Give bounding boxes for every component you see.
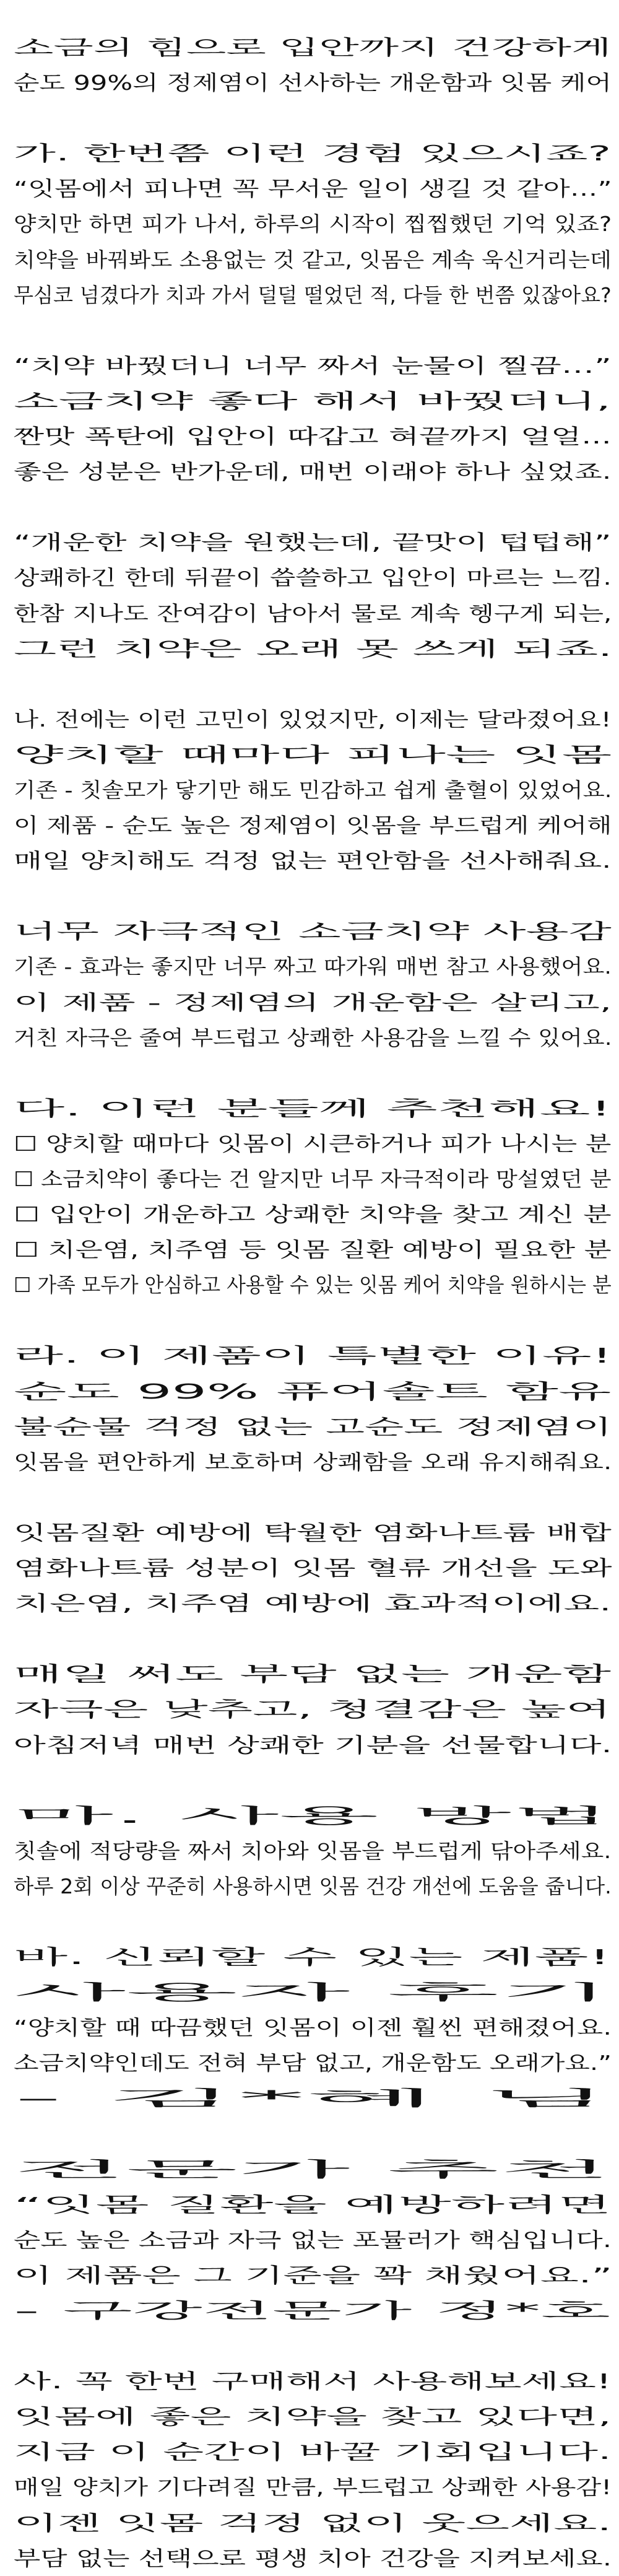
paragraph [14, 1338, 619, 1479]
text-line: 지금 이 순간이 바꿀 기회입니다. [14, 2440, 612, 2465]
text-line: ☐ 입안이 개운하고 상쾌한 치약을 찾고 계신 분 [14, 1202, 612, 1227]
text-line: 가. 한번쯤 이런 경험 있으시죠? [14, 141, 611, 166]
text-line: 소금치약인데도 전혀 부담 없고, 개운함도 오래가요.” [14, 2051, 612, 2076]
text-line: 칫솔에 적당량을 짜서 치아와 잇몸을 부드럽게 닦아주세요. [14, 1838, 612, 1863]
text-line: 짠맛 폭탄에 입안이 따갑고 혀끝까지 얼얼... [14, 424, 612, 449]
text-line: 그런 치약은 오래 못 쓰게 되죠. [14, 636, 613, 661]
paragraph [14, 2152, 619, 2328]
text-line: “치약 바꿨더니 너무 짜서 눈물이 찔끔…” [14, 353, 612, 378]
text-line: 자극은 낮추고, 청결감은 높여 [14, 1697, 611, 1722]
text-line: “잇몸 질환을 예방하려면 [14, 2192, 612, 2217]
text-line: “개운한 치약을 원했는데, 끝맛이 텁텁해” [14, 530, 612, 555]
text-line: 치약을 바꿔봐도 소용없는 것 같고, 잇몸은 계속 욱신거리는데 [14, 247, 612, 272]
text-line: ☐ 치은염, 치주염 등 잇몸 질환 예방이 필요한 분 [14, 1238, 612, 1262]
text-line: 다. 이런 분들께 추천해요! [14, 1096, 612, 1120]
text-line: 사. 꼭 한번 구매해서 사용해보세요! [14, 2369, 612, 2394]
text-line: 나. 전에는 이런 고민이 있었지만, 이제는 달라졌어요! [14, 707, 612, 731]
text-line: 잇몸을 편안하게 보호하며 상쾌함을 오래 유지해줘요. [14, 1449, 612, 1474]
paragraph [14, 348, 619, 489]
text-line: 전문가 추천 [14, 2157, 612, 2181]
text-line: 부담 없는 선택으로 평생 치아 건강을 지켜보세요. [14, 2546, 612, 2570]
text-line: 이 제품 - 정제염의 개운함은 살리고, [14, 990, 612, 1015]
text-line: “양치할 때 따끔했던 잇몸이 이젠 훨씬 편해졌어요. [14, 2015, 612, 2040]
text-line: 매일 양치해도 걱정 없는 편안함을 선사해줘요. [14, 849, 612, 873]
paragraph [14, 1515, 619, 1621]
text-line: 양치만 하면 피가 나서, 하루의 시작이 찝찝했던 기억 있죠? [14, 212, 612, 237]
text-line: ☐ 소금치약이 좋다는 건 알지만 너무 자극적이라 망설였던 분 [14, 1167, 612, 1191]
text-line: 잇몸에 좋은 치약을 찾고 있다면, [14, 2404, 612, 2429]
paragraph [14, 1798, 619, 1904]
paragraph [14, 1939, 619, 2116]
text-line: 상쾌하긴 한데 뒤끝이 씁쓸하고 입안이 마르는 느낌. [14, 565, 612, 590]
text-line: ☐ 가족 모두가 안심하고 사용할 수 있는 잇몸 케어 치약을 원하시는 분 [14, 1273, 612, 1298]
text-line: 좋은 성분은 반가운데, 매번 이래야 하나 싶었죠. [14, 460, 612, 484]
text-line: “잇몸에서 피나면 꼭 무서운 일이 생길 것 같아…” [14, 177, 612, 201]
text-line: 매일 양치가 기다려질 만큼, 부드럽고 상쾌한 사용감! [14, 2475, 612, 2500]
paragraph [14, 1091, 619, 1303]
text-line: 하루 2회 이상 꾸준히 사용하시면 잇몸 건강 개선에 도움을 줍니다. [14, 1874, 612, 1898]
text-line: 양치할 때마다 피나는 잇몸 [14, 742, 612, 767]
paragraph [14, 1656, 619, 1762]
paragraph [14, 2364, 619, 2576]
text-line: 소금치약 좋다 해서 바꿨더니, [14, 388, 611, 413]
text-line: 이 제품 - 순도 높은 정제염이 잇몸을 부드럽게 케어해 [14, 813, 612, 838]
text-line: 잇몸질환 예방에 탁월한 염화나트륨 배합 [14, 1520, 612, 1545]
text-line: 소금의 힘으로 입안까지 건강하게 [14, 35, 612, 59]
text-line: 바. 신뢰할 수 있는 제품! [14, 1945, 611, 1970]
paragraph [14, 702, 619, 878]
text-line: 라. 이 제품이 특별한 이유! [14, 1343, 613, 1368]
text-line: 마. 사용 방법 [14, 1803, 612, 1828]
paragraph [14, 30, 619, 100]
text-line: 너무 자극적인 소금치약 사용감 [14, 919, 612, 944]
text-line: 매일 써도 부담 없는 개운함 [14, 1662, 612, 1687]
text-line: 순도 높은 소금과 자극 없는 포뮬러가 핵심입니다. [14, 2227, 612, 2252]
text-line: 사용자 후기 [14, 1980, 612, 2005]
text-line: - 김*혜 님 [14, 2086, 612, 2111]
text-line: 기존 - 칫솔모가 닿기만 해도 민감하고 쉽게 출혈이 있었어요. [14, 777, 612, 802]
paragraph [14, 914, 619, 1055]
text-line: 이 제품은 그 기준을 꽉 채웠어요.” [14, 2263, 612, 2287]
text-line: - 구강전문가 정*호 [14, 2299, 611, 2323]
text-line: 기존 - 효과는 좋지만 너무 짜고 따가워 매번 참고 사용했어요. [14, 954, 612, 979]
text-line: 순도 99% 퓨어솔트 함유 [14, 1379, 612, 1404]
text-line: 불순물 걱정 없는 고순도 정제염이 [14, 1414, 612, 1439]
paragraph [14, 136, 619, 312]
text-line: 염화나트륨 성분이 잇몸 혈류 개선을 도와 [14, 1556, 612, 1581]
text-line: 한참 지나도 잔여감이 남아서 물로 계속 헹구게 되는, [14, 601, 612, 626]
text-line: 순도 99%의 정제염이 선사하는 개운함과 잇몸 케어 [14, 71, 612, 95]
text-line: ☐ 양치할 때마다 잇몸이 시큰하거나 피가 나시는 분 [14, 1131, 612, 1156]
text-line: 거친 자극은 줄여 부드럽고 상쾌한 사용감을 느낄 수 있어요. [14, 1025, 612, 1050]
text-line: 무심코 넘겼다가 치과 가서 덜덜 떨었던 적, 다들 한 번쯤 있잖아요? [14, 282, 612, 307]
text-line: 치은염, 치주염 예방에 효과적이에요. [14, 1591, 612, 1616]
text-line: 이젠 잇몸 걱정 없이 웃으세요. [14, 2510, 612, 2535]
paragraph [14, 525, 619, 666]
text-line: 아침저녁 매번 상쾌한 기분을 선물합니다. [14, 1732, 612, 1757]
